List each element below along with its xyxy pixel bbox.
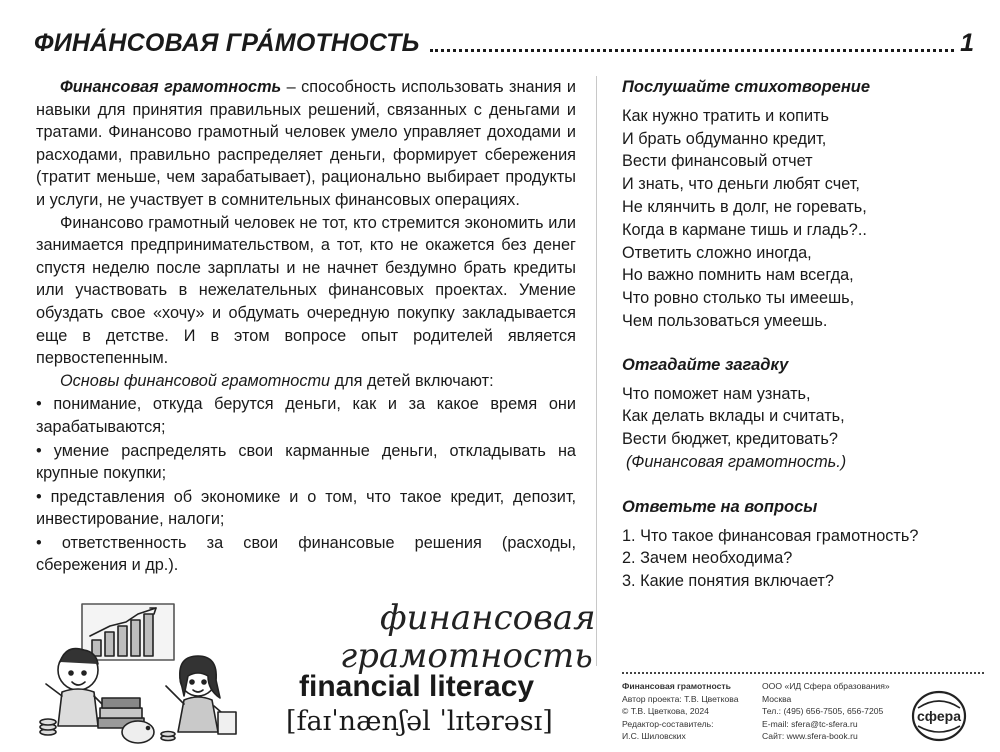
publisher-logo: [910, 690, 968, 742]
credit-line: Сайт: www.sfera-book.ru: [762, 731, 858, 742]
credit-line: © Т.В. Цветкова, 2024: [622, 706, 709, 717]
intro-paragraph-2: Финансово грамотный человек не тот, кто стремится экономить или занимается предпринимательством, а тот, кто не окажется без денег спустя неделю после зарплаты и не начнет бездумно брать кредиты или участвовать в нежелательных финансовых проектах. Умение обуздать свое «хочу» и обдумать очередную покупку закладывается еще в детстве. И в этом вопросе опыт родителей является первостепенным.: [36, 213, 576, 368]
basics-bullet: • представления об экономике и о том, что такое кредит, депозит, инвестирование, налоги;: [36, 487, 576, 529]
header-dotted-leader: [430, 49, 955, 52]
activities-column: [622, 76, 982, 593]
poem-line: Когда в кармане тишь и гладь?..: [622, 220, 867, 239]
credit-line: И.С. Шиловских: [622, 731, 686, 742]
credit-line: Москва: [762, 693, 792, 704]
riddle-title: Отгадайте загадку: [622, 355, 789, 374]
credit-line: ООО «ИД Сфера образования»: [762, 681, 890, 691]
questions-title: Ответьте на вопросы: [622, 497, 818, 516]
poem-line: Но важно помнить нам всегда,: [622, 266, 854, 285]
riddle-line: Что поможет нам узнать,: [622, 384, 811, 403]
credits-right: [762, 680, 912, 743]
poem-line: Вести финансовый отчет: [622, 152, 813, 171]
english-term: financial literacy: [299, 670, 535, 703]
question-item: 2. Зачем необходима?: [622, 549, 793, 568]
poem-line: И знать, что деньги любят счет,: [622, 175, 860, 194]
kids-money-illustration: [38, 600, 238, 748]
basics-lead-text: для детей включают:: [330, 371, 494, 390]
poem-line: Ответить сложно иногда,: [622, 243, 812, 262]
basics-bullet: • умение распределять свои карманные деньги, откладывать на крупные покупки;: [36, 441, 576, 483]
credit-line: Редактор-составитель:: [622, 718, 714, 729]
poem-title: Послушайте стихотворение: [622, 78, 871, 96]
english-transcription: [faɪˈnænʃəl ˈlɪtərəsɪ]: [286, 706, 553, 737]
definition-text: – способность использовать знания и навыки для принятия правильных решений, связанных с деньгами и тратами. Финансово грамотный человек умело управляет доходами и расходами, правильно распределяет деньги, формирует сбережения (тратит меньше, чем зарабатывает), рационально выбирает продукты и услуги, не участвует в сомнительных финансовых операциях.: [36, 78, 576, 209]
riddle-line: Как делать вклады и считать,: [622, 407, 845, 426]
credit-line: E-mail: sfera@tc-sfera.ru: [762, 718, 858, 729]
column-divider: [596, 76, 597, 666]
credit-line: Тел.: (495) 656-7505, 656-7205: [762, 706, 884, 717]
basics-lead: Основы финансовой грамотности: [60, 371, 331, 390]
credit-line: Финансовая грамотность: [622, 681, 731, 691]
intro-column: [36, 76, 576, 577]
basics-bullet: • ответственность за свои финансовые решения (расходы, сбережения и др.).: [36, 533, 576, 575]
riddle-line: Вести бюджет, кредитовать?: [622, 430, 838, 449]
intro-paragraph-3: [36, 370, 576, 393]
questions-list: [622, 525, 982, 593]
definition-term: Финансовая грамотность: [60, 78, 282, 96]
page-title: ФИНА́НСОВАЯ ГРА́МОТНОСТЬ: [34, 29, 420, 57]
handwritten-term-line-1: финансовая: [380, 598, 596, 638]
publisher-logo-text: сфера: [917, 708, 961, 724]
page-header: [34, 24, 974, 58]
poem-line: Чем пользоваться умеешь.: [622, 311, 828, 330]
poem-line: И брать обдуманно кредит,: [622, 129, 827, 148]
credit-line: Автор проекта: Т.В. Цветкова: [622, 693, 739, 704]
page-number: 1: [960, 29, 974, 57]
basics-bullet: • понимание, откуда берутся деньги, как и за какое время они зарабатываются;: [36, 395, 576, 436]
credits-left: [622, 680, 760, 743]
credits-separator: [622, 672, 984, 674]
handwritten-term-line-2: грамотность: [340, 636, 593, 676]
question-item: 1. Что такое финансовая грамотность?: [622, 526, 919, 545]
intro-paragraph-1: [36, 76, 576, 212]
riddle-answer: (Финансовая грамотность.): [626, 452, 847, 471]
riddle: [622, 383, 982, 474]
poem-line: Как нужно тратить и копить: [622, 106, 830, 125]
poem-line: Что ровно столько ты имеешь,: [622, 289, 855, 308]
question-item: 3. Какие понятия включает?: [622, 572, 834, 591]
poem: [622, 105, 982, 333]
poem-line: Не клянчить в долг, не горевать,: [622, 197, 867, 216]
